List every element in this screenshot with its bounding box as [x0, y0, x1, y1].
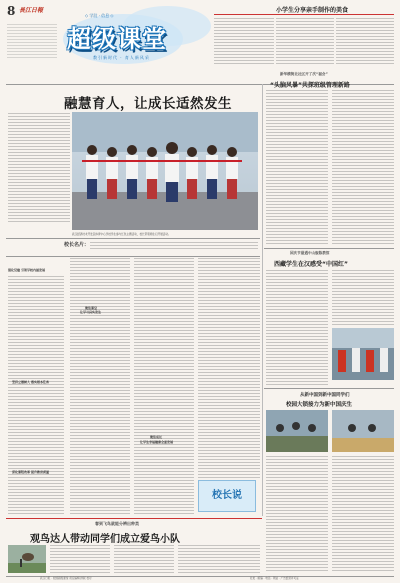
- principal-says-stamp: 校长说: [198, 480, 256, 512]
- bottom-kicker: 春到飞鸟就能分辨出种类: [95, 521, 139, 526]
- main-photo: [72, 112, 258, 230]
- right-headline-1: “头脑风暴”共探班级管理新路: [270, 82, 350, 89]
- middle-subhead-1: 聚焦课堂: [85, 306, 98, 310]
- right-kicker-1: 新华横街北社区开了次“福会”: [280, 72, 328, 76]
- top-right-headline: 小学生分享亲手制作的美食: [276, 7, 349, 14]
- left-subhead-1: 强化党建 引领学校内涵发展: [8, 268, 46, 272]
- bottom-headline: 观鸟达人带动同学们成立爱鸟小队: [30, 534, 180, 545]
- masthead-title: 超级课堂: [67, 24, 167, 53]
- left-subhead-3: 深化课程改革 提升教育质量: [12, 470, 50, 474]
- masthead: [63, 6, 211, 72]
- right-headline-3: 从新中国到新中国同学们: [300, 393, 350, 398]
- main-photo-caption: 武汉经济技术开发区体育中心学校学生参与红色主题活动，校长带领师生们开展活动。: [72, 233, 171, 236]
- right-headline-2: 西藏学生在汉感受“中国红”: [274, 261, 348, 268]
- middle-subhead-2: 让学习真实发生: [80, 310, 102, 314]
- right-photo-1: [332, 328, 394, 380]
- right-subtitle-3: 校园大锁接力为新中国庆生: [286, 402, 353, 408]
- left-subhead-2: 坚持立德树人 落实根本任务: [12, 380, 50, 384]
- right-photo-3: [332, 410, 394, 452]
- masthead-subtitle: 教引新时代 · 育人新风采: [93, 55, 150, 60]
- masthead-tag: ◇ 学段 · 信息 ◇: [85, 13, 114, 18]
- bird-photo: [8, 545, 46, 573]
- middle-subhead-3: 聚焦成长: [150, 435, 163, 439]
- subject-label: 校长名片：: [64, 242, 90, 248]
- left-column: [8, 268, 64, 274]
- middle-subhead-4: 让学生幸福健康全面发展: [140, 440, 174, 444]
- paper-name: 長江日報: [19, 7, 44, 14]
- footer-right: 社址 · 邮编 · 电话 · 网站 · 广告经营许可证: [250, 577, 299, 580]
- main-headline: 融慧育人，让成长适然发生: [64, 96, 232, 112]
- right-photo-2: [266, 410, 328, 452]
- right-kicker-2: 国庆节最遇中山舰陈教馆: [290, 251, 330, 255]
- footer-left: 武汉日报 · 校园超级课堂 责任编辑 排版 校对: [40, 577, 92, 580]
- page-number: 8: [7, 4, 16, 18]
